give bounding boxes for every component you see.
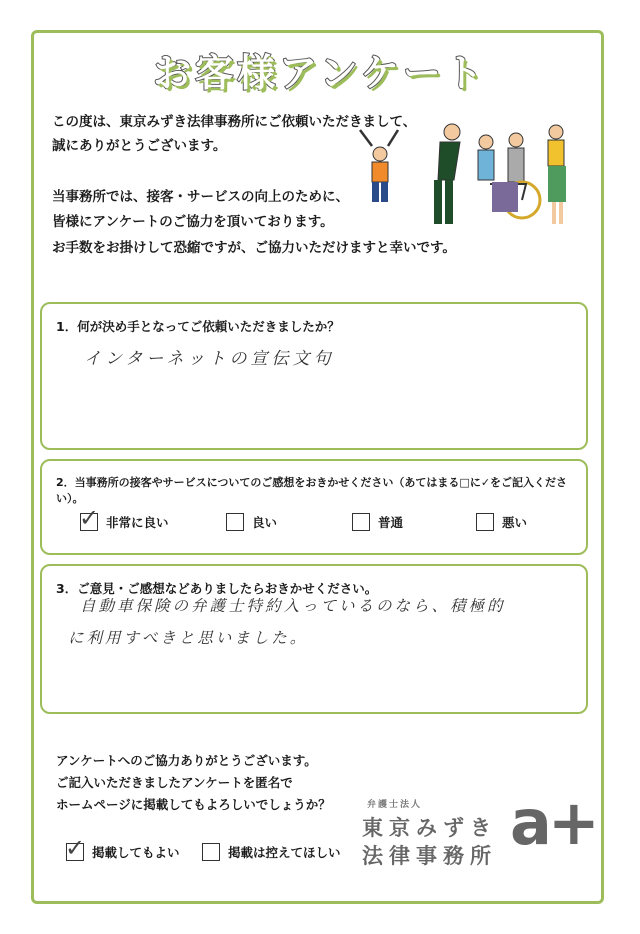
footer-line-1: アンケートへのご協力ありがとうございます。: [56, 753, 317, 768]
publish-ok-label: 掲載してもよい: [92, 845, 180, 860]
publish-ok-option[interactable]: [65, 834, 180, 862]
bowing-man-figure: [434, 124, 460, 224]
wheelchair-group: [478, 133, 540, 218]
intro-line-4: 皆様にアンケートのご協力を頂いております。: [52, 214, 334, 230]
logo-name-line-1: 東京みずき: [362, 816, 497, 840]
intro-line-5: お手数をお掛けして恐縮ですが、ご協力いただけますと幸いです。: [52, 240, 456, 256]
question-2-box: [40, 459, 588, 555]
people-illustration: [350, 118, 590, 236]
rating-checkbox-good[interactable]: [226, 513, 244, 531]
rating-checkbox-very-good[interactable]: [79, 504, 100, 532]
intro-line-1: この度は、東京みずき法律事務所にご依頼いただきまして、: [52, 114, 417, 130]
question-1-label: 1．何が決め手となってご依頼いただきましたか？: [56, 319, 340, 334]
logo-corporation-label: 弁護士法人: [367, 800, 423, 810]
publish-ng-option[interactable]: [202, 843, 341, 861]
footer-line-3: ホームページに掲載してもよろしいでしょうか？: [56, 797, 331, 812]
question-1-answer[interactable]: インターネットの宣伝文句: [84, 349, 335, 369]
woman-figure: [548, 125, 566, 224]
question-3-answer-line-1[interactable]: 自動車保険の弁護士特約入っているのなら、積極的: [80, 597, 506, 615]
question-1-box: [40, 302, 588, 450]
question-3-label: 3．ご意見・ご感想などありましたらおきかせください。: [56, 581, 378, 596]
publish-ok-checkbox[interactable]: [65, 834, 86, 862]
rating-label-good: 良い: [252, 515, 278, 530]
rating-label-very-good: 非常に良い: [106, 515, 169, 530]
rating-checkbox-average[interactable]: [352, 513, 370, 531]
publish-ng-checkbox[interactable]: [202, 843, 220, 861]
footer-line-2: ご記入いただきましたアンケートを匿名で: [56, 775, 293, 790]
question-3-answer-line-2[interactable]: に利用すべきと思いました。: [68, 629, 309, 647]
rating-option-very-good[interactable]: [79, 504, 169, 532]
intro-line-2: 誠にありがとうございます。: [52, 138, 227, 154]
rating-checkbox-bad[interactable]: [476, 513, 494, 531]
question-3-box: [40, 564, 588, 714]
question-2-label: 2．当事務所の接客やサービスについてのご感想をおきかせください（あてはまる□に✓をご記入ください）。: [56, 476, 568, 505]
intro-line-3: 当事務所では、接客・サービスの向上のために、: [52, 189, 349, 205]
child-figure: [360, 130, 398, 202]
rating-label-bad: 悪い: [502, 515, 528, 530]
rating-option-good[interactable]: [226, 513, 277, 531]
logo-mark-icon: a+: [510, 786, 596, 859]
logo-name-line-2: 法律事務所: [362, 844, 497, 868]
publish-ng-label: 掲載は控えてほしい: [228, 845, 341, 860]
page-title: お客様アンケート: [153, 51, 487, 95]
check-mark-icon: ✓: [79, 504, 100, 532]
rating-option-average[interactable]: [352, 513, 403, 531]
rating-option-bad[interactable]: [476, 513, 527, 531]
rating-label-average: 普通: [378, 515, 404, 530]
check-mark-icon: ✓: [65, 834, 86, 862]
